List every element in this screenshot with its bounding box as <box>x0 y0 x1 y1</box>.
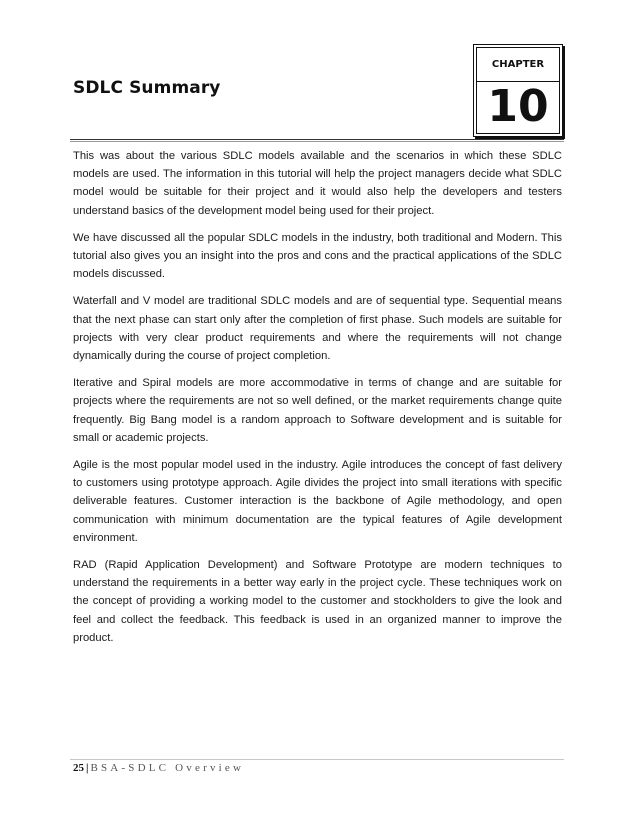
paragraph: This was about the various SDLC models available and the scenarios in which these SDLC models are used. The information in this tutorial will help the project managers decide what SDLC model would be suitable for their project and it would also help the developers and testers understand basics of the development model being used for their project. <box>73 150 562 217</box>
paragraph: Iterative and Spiral models are more accommodative in terms of change and are suitable for projects where the requirements are not so well defined, or the market requirements change quite frequently. Big Bang model is a random approach to Software development and is suitable for small or academic projects. <box>73 377 562 444</box>
paragraph: We have discussed all the popular SDLC models in the industry, both traditional and Modern. This tutorial also gives you an insight into the pros and cons and the practical applications of the SDLC models discussed. <box>73 231 562 281</box>
title-underline <box>70 139 564 140</box>
chapter-number: 10 <box>487 81 549 132</box>
chapter-badge <box>473 44 563 137</box>
footer-divider <box>70 759 564 760</box>
footer-separator: | <box>86 762 89 774</box>
body-text <box>73 147 562 656</box>
footer-doc-title: BSA-SDLC Overview <box>90 762 245 774</box>
paragraph: RAD (Rapid Application Development) and Software Prototype are modern techniques to understand the requirements in a better way early in the project cycle. These techniques work on the concept of providing a working model to the customer and stockholders to give the look and feel and collect the feedback. This feedback is used in an organized manner to improve the product. <box>73 559 562 644</box>
paragraph: Waterfall and V model are traditional SDLC models and are of sequential type. Sequential means that the next phase can start only after the completion of first phase. Such models are suitable for projects with very clear product requirements and where the requirements will not change dynamically during the course of project completion. <box>73 295 562 363</box>
page-title: SDLC Summary <box>73 78 221 98</box>
page-footer <box>73 762 244 774</box>
title-underline-shadow <box>70 141 564 142</box>
page-number: 25 <box>73 762 84 774</box>
paragraph: Agile is the most popular model used in the industry. Agile introduces the concept of fast delivery to customers using prototype approach. Agile divides the project into small iterations with specific deliverable features. Customer interaction is the backbone of Agile methodology, and open communication with minimum documentation are the typical features of Agile development environment. <box>73 459 562 544</box>
chapter-label: CHAPTER <box>491 59 545 70</box>
